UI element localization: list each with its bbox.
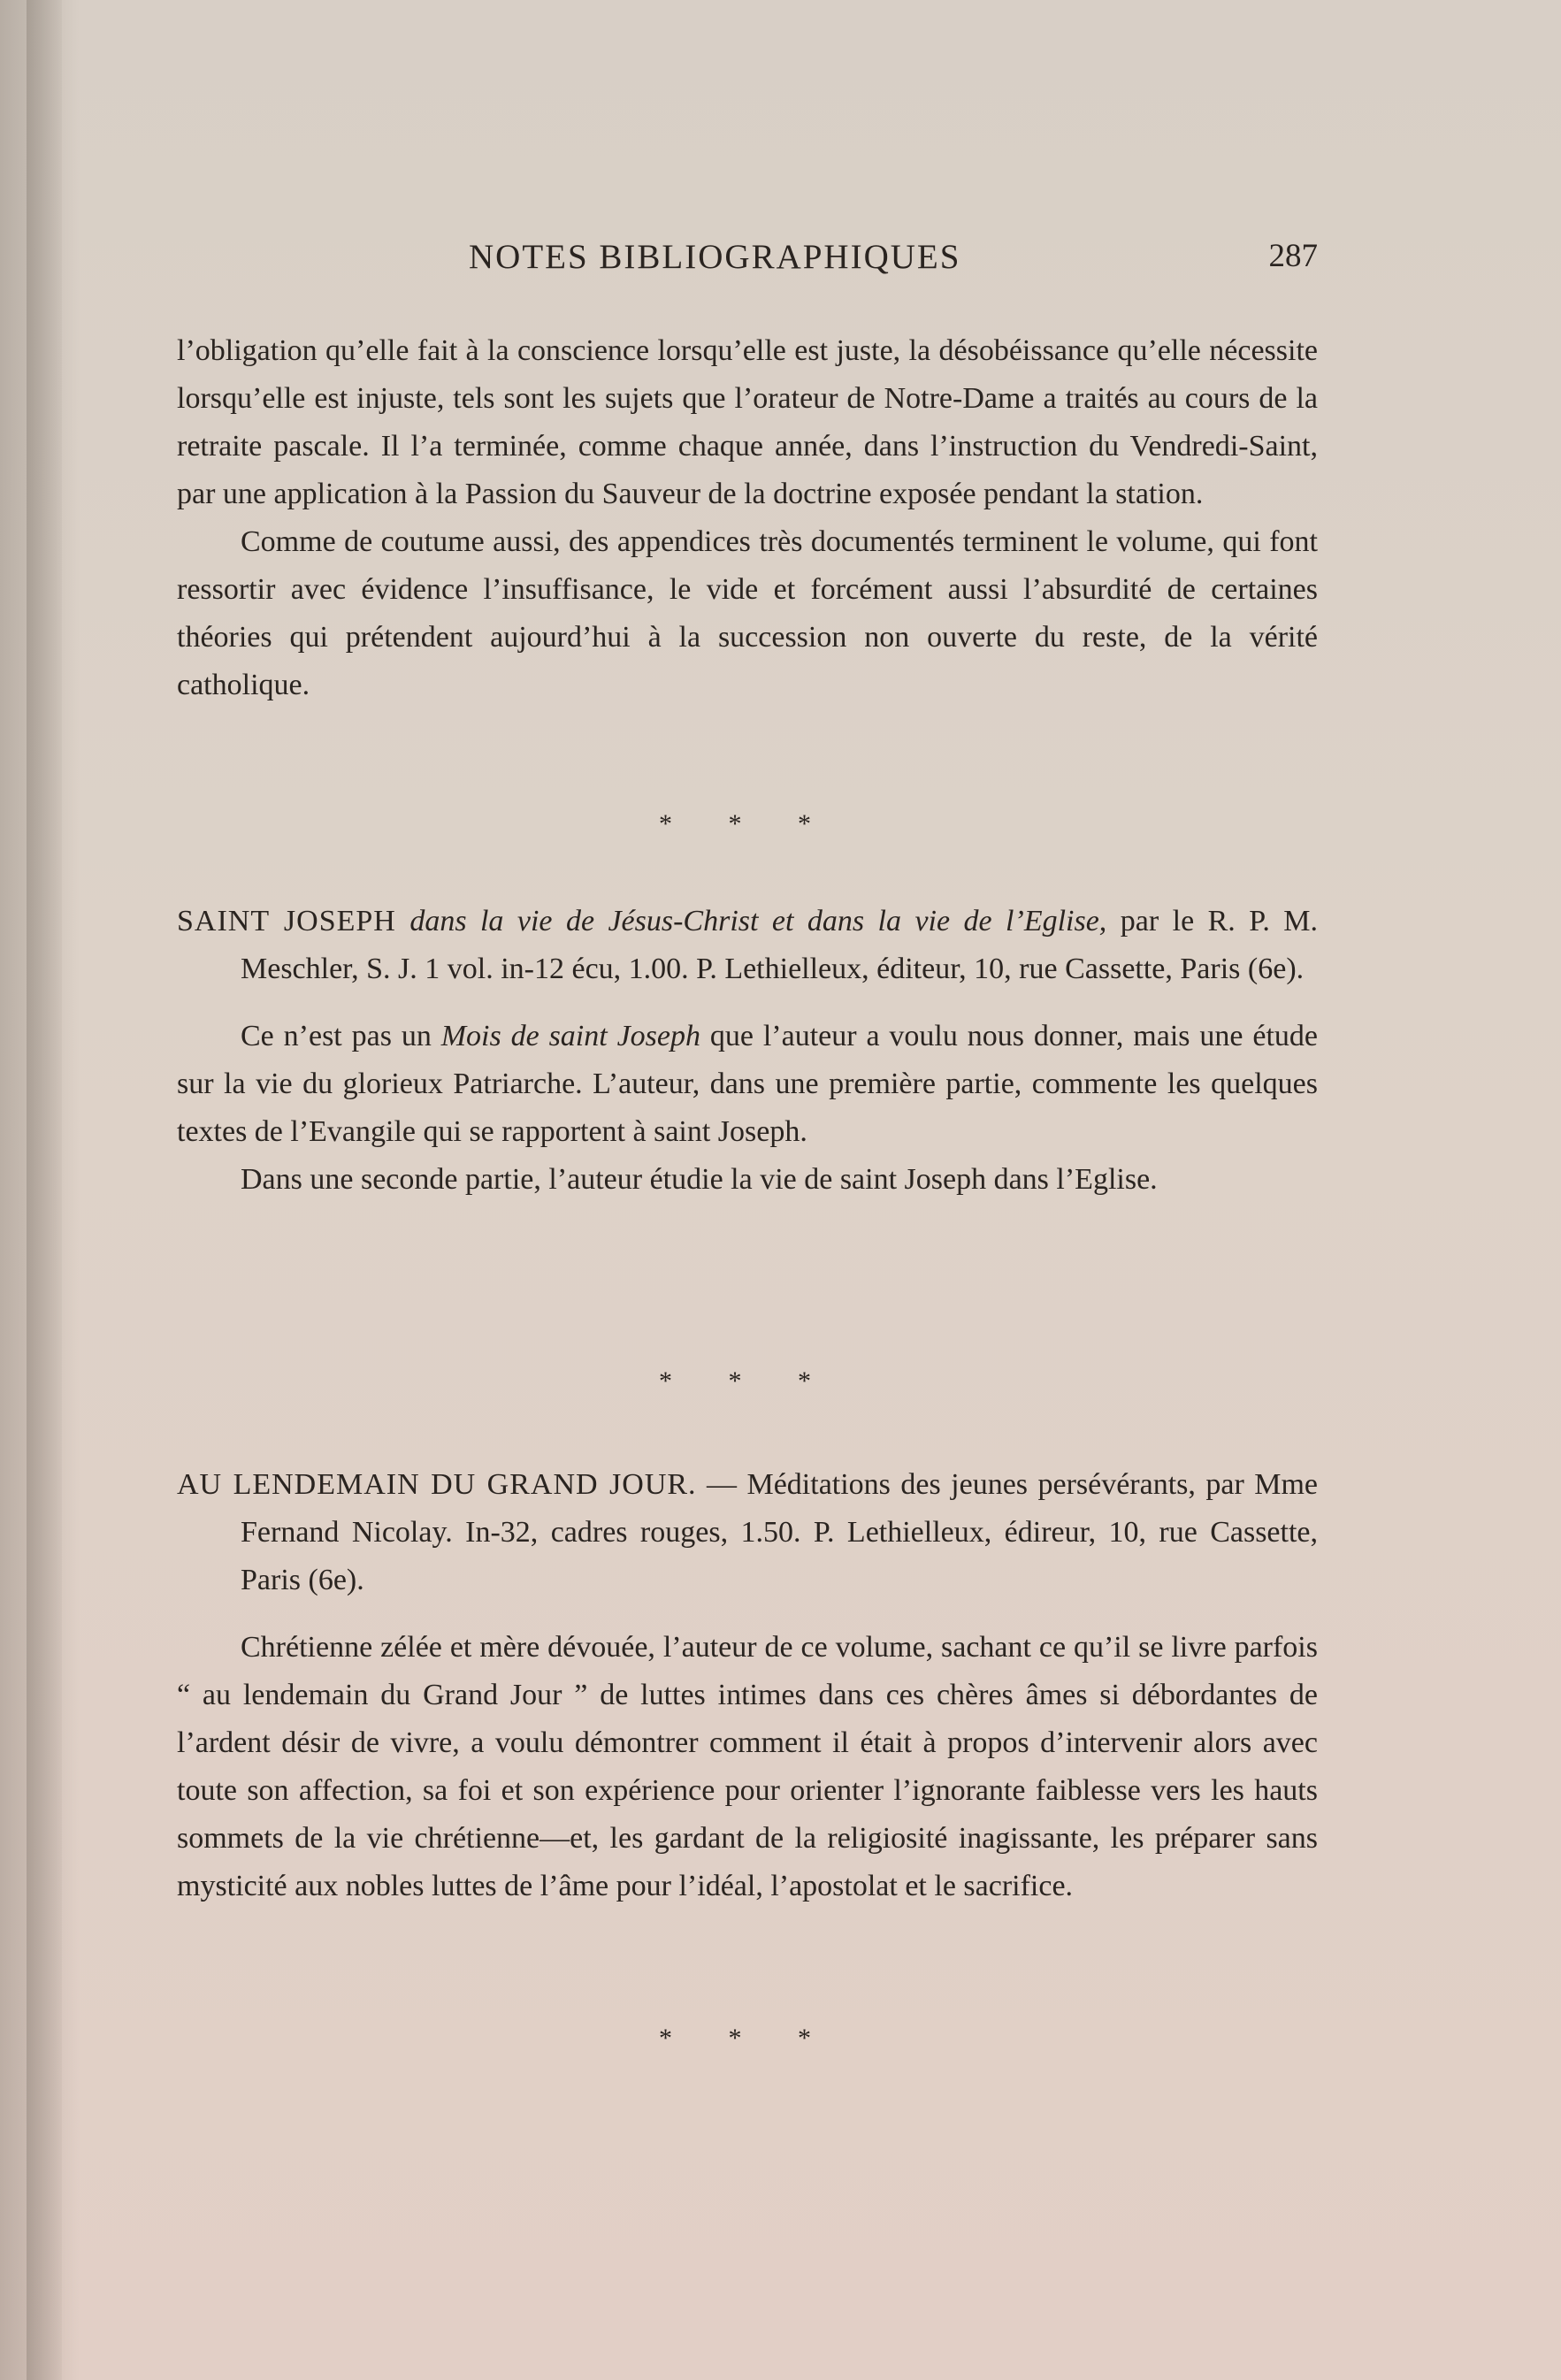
entry-au-lendemain [177, 1461, 1318, 1910]
section-separator-1: * * * [659, 809, 836, 838]
entry1-p1-end: que l’auteur a voulu nous donner, mais une étude sur la vie du glorieux Patriarche. L’auteur, dans une première partie, commente les quelques textes de l’Evangile qui se rapportent à saint Joseph. [177, 1020, 1319, 1148]
entry1-title: SAINT JOSEPH [177, 905, 396, 937]
entry1-p1-italic: Mois de saint Joseph [440, 1020, 700, 1052]
page-binding-shadow [27, 0, 62, 2380]
entry1-paragraph-1 [177, 1013, 1318, 1156]
section-separator-2: * * * [659, 1366, 836, 1396]
page-header [177, 237, 1318, 281]
section-separator-3: * * * [659, 2024, 836, 2053]
intro-paragraph-1: l’obligation qu’elle fait à la conscience lorsqu’elle est juste, la désobéissance qu’elle nécessite lorsqu’elle est injuste, tels sont les sujets que l’orateur de Notre-Dame a traités au cours de la retraite pascale. Il l’a terminée, comme chaque année, dans l’instruction du Vendredi-Saint, par une application à la Passion du Sauveur de la doctrine exposée pendant la station. [177, 334, 1318, 510]
entry2-publication-details: — Méditations des jeunes persévérants, par Mme Fernand Nicolay. In-32, cadres rouges, 1.50. P. Lethielleux, édireur, 10, rue Cassette, Paris (6e). [241, 1468, 1318, 1596]
entry2-title: AU LENDEMAIN DU GRAND JOUR. [177, 1468, 697, 1501]
entry2-paragraph-1: Chrétienne zélée et mère dévouée, l’auteur de ce volume, sachant ce qu’il se livre parfois “ au lendemain du Grand Jour ” de luttes intimes dans ces chères âmes si débordantes de l’ardent désir de vivre, a voulu démontrer comment il était à propos d’intervenir alors avec toute son affection, sa foi et son expérience pour orienter l’ignorante faiblesse vers les hauts sommets de la vie chrétienne—et, les gardant de la religiosité inagissante, les préparer sans mysticité aux nobles luttes de l’âme pour l’idéal, l’apostolat et le sacrifice. [177, 1631, 1318, 1902]
entry1-publication-details: par le R. P. M. Meschler, S. J. 1 vol. in-12 écu, 1.00. P. Lethielleux, éditeur, 10, rue Cassette, Paris (6e). [241, 905, 1319, 985]
intro-section [177, 327, 1318, 709]
entry-saint-joseph [177, 898, 1318, 1204]
entry1-p1-start: Ce n’est pas un [241, 1020, 432, 1052]
entry1-citation [177, 898, 1318, 993]
entry2-citation [177, 1461, 1318, 1604]
page-number: 287 [1268, 238, 1318, 274]
intro-paragraph-2: Comme de coutume aussi, des appendices très documentés terminent le volume, qui font ressortir avec évidence l’insuffisance, le vide et forcément aussi l’absurdité de certaines théories qui prétendent aujourd’hui à la succession non ouverte du reste, de la vérité catholique. [177, 525, 1318, 701]
running-title: NOTES BIBLIOGRAPHIQUES [469, 238, 961, 276]
entry1-paragraph-2: Dans une seconde partie, l’auteur étudie la vie de saint Joseph dans l’Eglise. [241, 1163, 1158, 1196]
entry1-title-italic: dans la vie de Jésus-Christ et dans la vie de l’Eglise, [409, 905, 1107, 937]
